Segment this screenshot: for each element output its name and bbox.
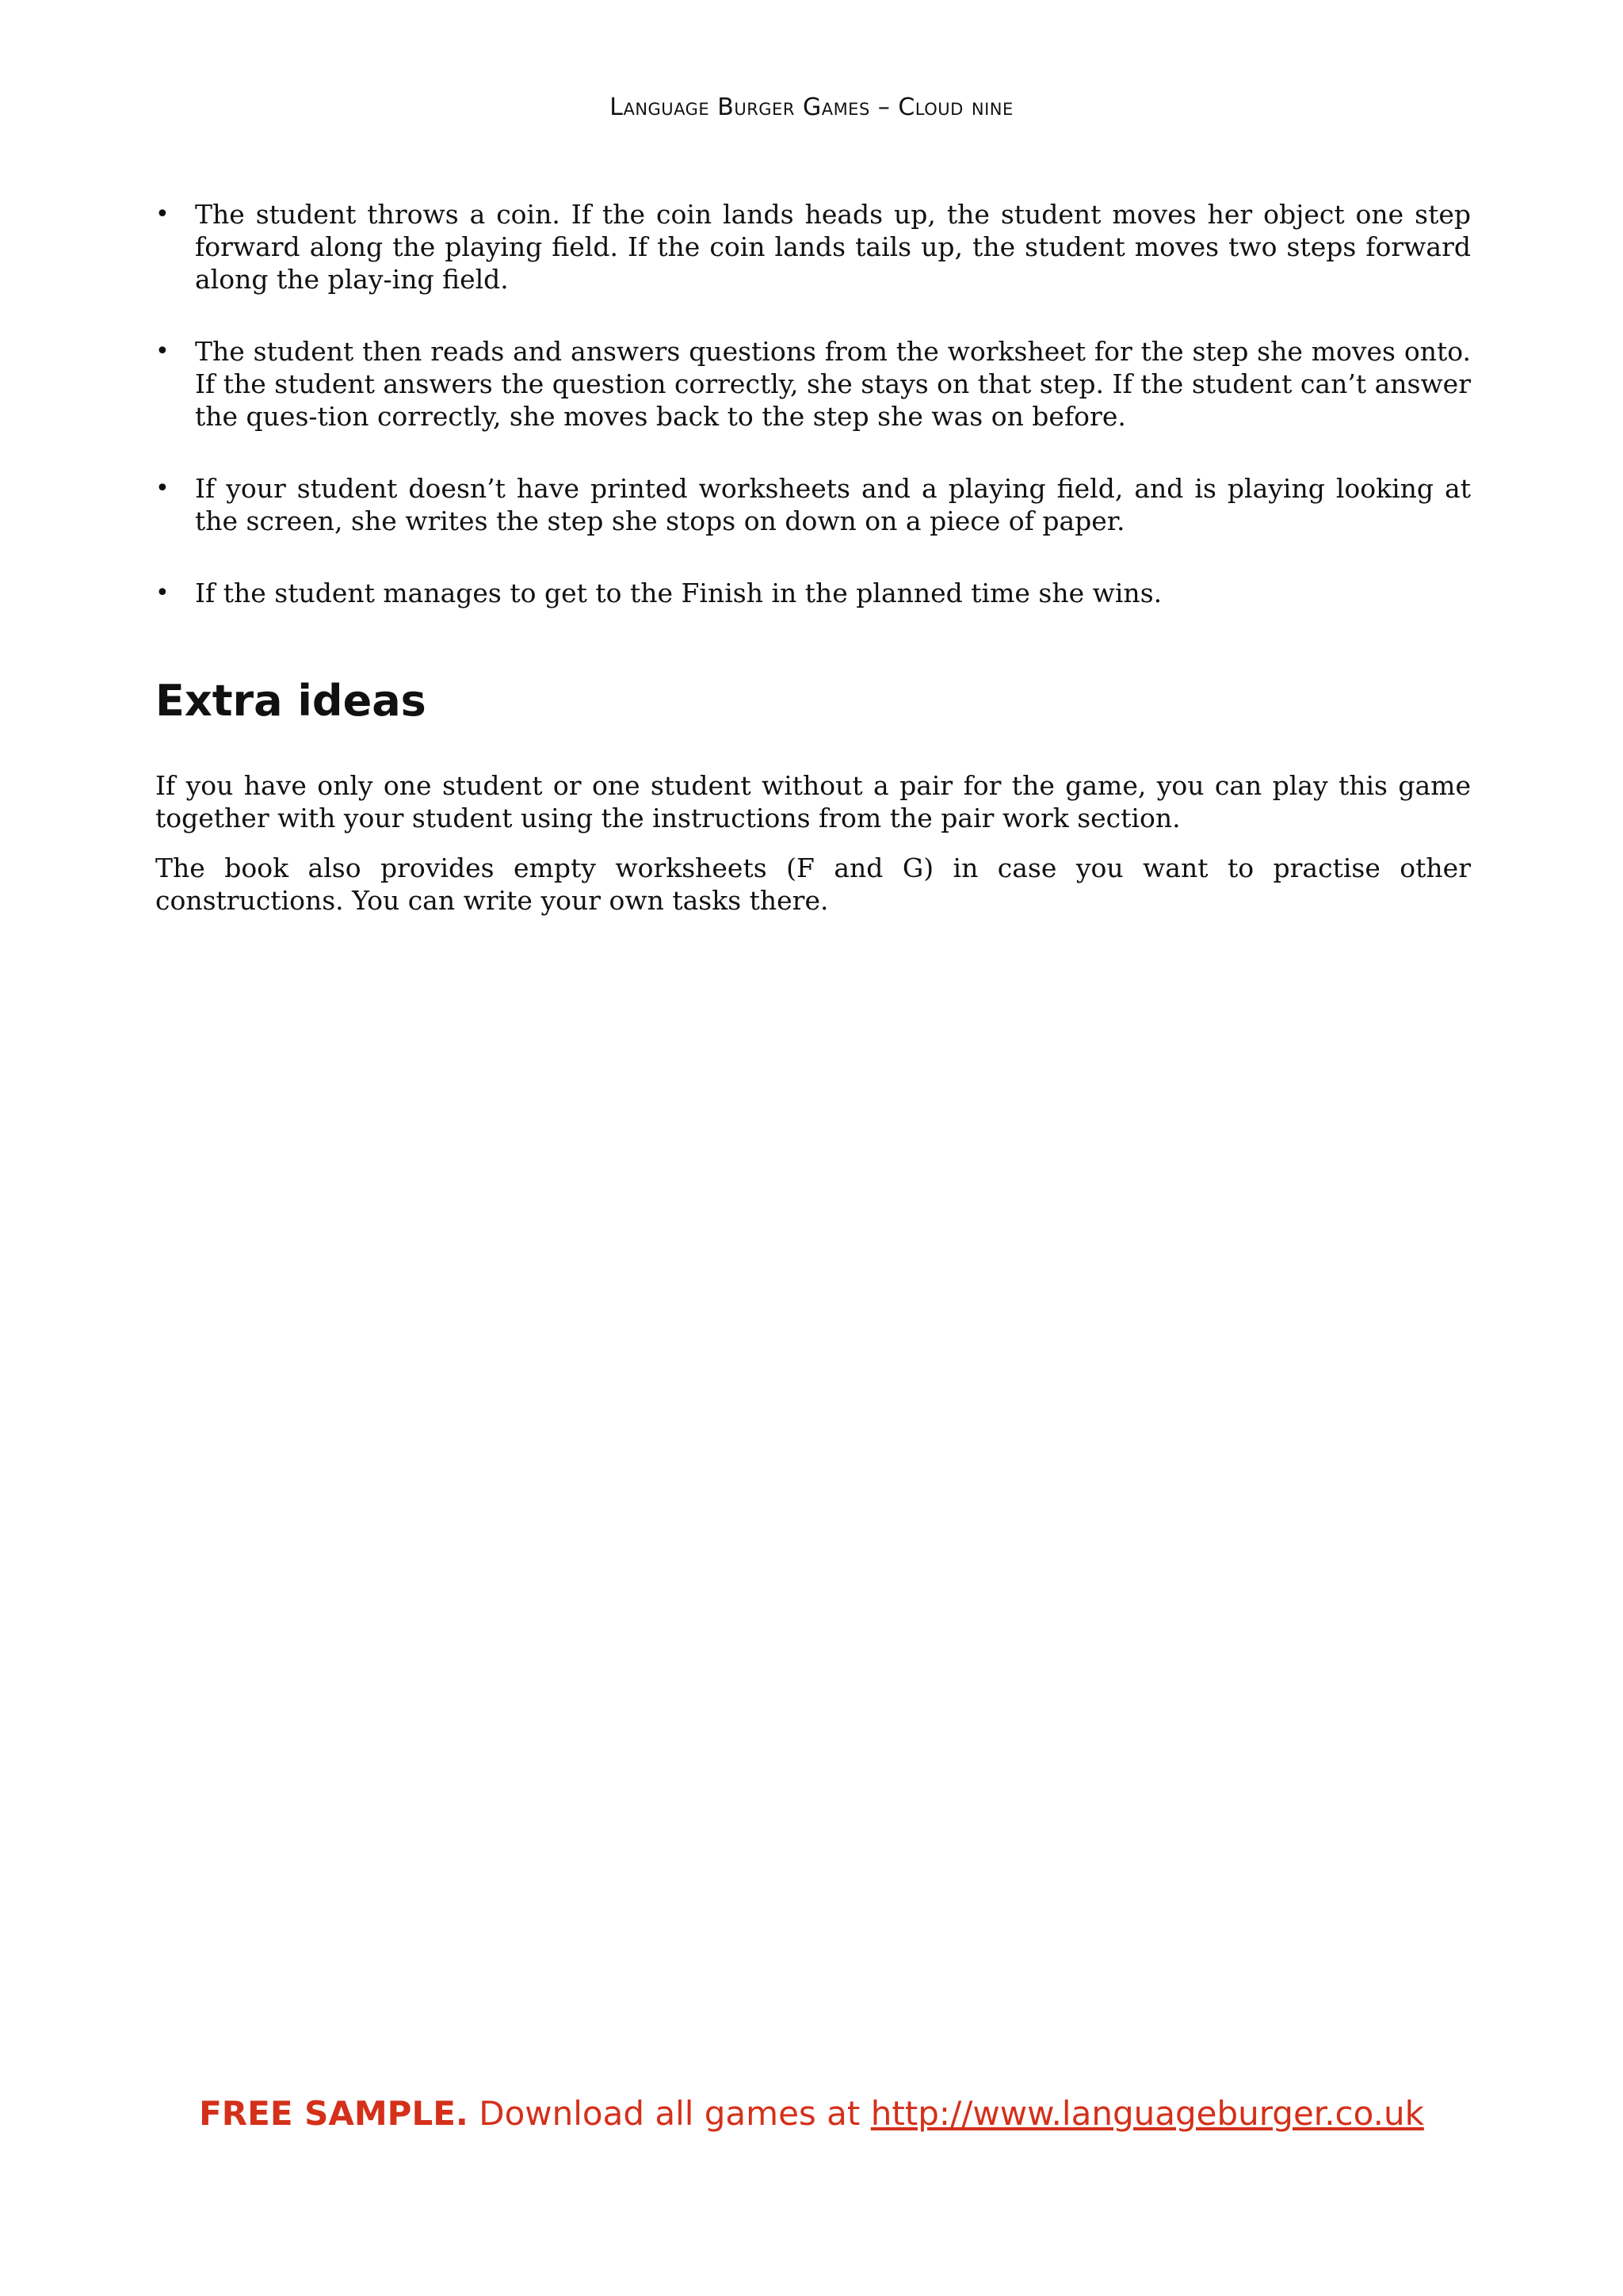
section-heading: Extra ideas [155,676,426,726]
page-content [155,198,1471,934]
list-item-text: The student throws a coin. If the coin lands heads up, the student moves her object one step forward along the playing field. If the coin lands tails up, the student moves two steps forward along the play-ing field. [195,199,1471,295]
paragraph: The book also provides empty worksheets (F and G) in case you want to practise other constructions. You can write your own tasks there. [155,852,1471,916]
footer-free-sample: FREE SAMPLE. [199,2094,468,2133]
footer-text: Download all games at [468,2094,871,2133]
paragraph: If you have only one student or one student without a pair for the game, you can play this game together with your student using the instructions from the pair work section. [155,770,1471,833]
list-item [155,472,1471,537]
list-item [155,577,1471,609]
bullet-icon: • [155,200,170,228]
instruction-list [155,198,1471,609]
list-item-text: If the student manages to get to the Finish in the planned time she wins. [195,578,1163,608]
footer-link[interactable]: http://www.languageburger.co.uk [870,2094,1424,2133]
bullet-icon: • [155,579,170,607]
list-item [155,335,1471,433]
list-item-text: If your student doesn’t have printed worksheets and a playing field, and is playing looking at the screen, she writes the step she stops on down on a piece of paper. [195,473,1471,536]
bullet-icon: • [155,338,170,365]
running-header: Language Burger Games – Cloud nine [609,93,1014,121]
bullet-icon: • [155,475,170,502]
list-item [155,198,1471,296]
list-item-text: The student then reads and answers questions from the worksheet for the step she moves onto. If the student answers the question correctly, she stays on that step. If the student can’t answer the ques-tion correctly, she moves back to the step she was on before. [195,336,1471,432]
footer-banner [0,2094,1623,2133]
